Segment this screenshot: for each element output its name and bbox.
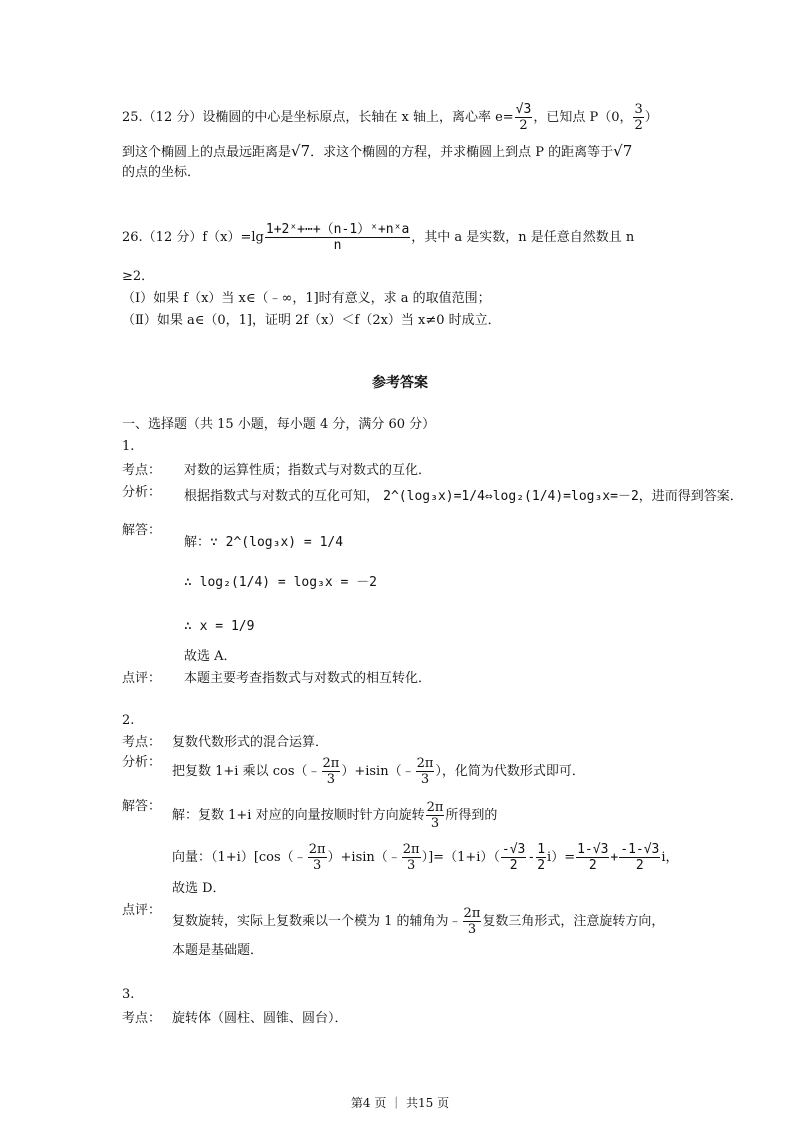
answer-1-jd-label: 解答： — [122, 523, 162, 538]
point-p-denominator: 2 — [634, 118, 643, 133]
q26-line-1: 26.（12 分）f（x）=lg $\frac{\text{1+2ˣ+⋯+（n-1）ˣ+nˣa}}{n}$ ，其中 a 是实数，n 是任意自然数且 n — [122, 222, 635, 253]
answer-1-jd-1: 解：∵ 2^(log₃x) = 1/4 — [184, 535, 344, 550]
answer-2-kd: 复数代数形式的混合运算． — [172, 735, 329, 750]
answer-2-jd-3: 故选 D． — [172, 881, 226, 896]
answer-2-jd-2: 向量：（1+i）[cos（﹣ $\frac{2\pi}{3}$ ）+isin（﹣ $\frac{2\pi}{3}$ ）]=（1+i）（ $\frac{-√3}{2}$ - $\frac{1}{2}$ i）= $\frac{1-√3}{2}$ + $\frac{-1-√3}{2}$ i， — [172, 842, 679, 873]
sqrt-seven-second: √7 — [613, 142, 633, 160]
eccentricity-numerator: √3 — [515, 102, 532, 117]
q26-fraction-numerator: 1+2ˣ+⋯+（n-1）ˣ+nˣa — [265, 222, 410, 237]
answer-2-fx: 把复数 1+i 乘以 cos（﹣ $\frac{2\pi}{3}$ ）+isin（﹣ $\frac{2\pi}{3}$ ），化简为代数形式即可． — [172, 756, 585, 787]
q26-line-2: ≥2． — [122, 269, 155, 284]
answer-1-fx-expression: 2^(log₃x)=1/4⇔log₂(1/4)=log₃x=－2 — [383, 489, 639, 504]
answer-2-dp-2: 本题是基础题． — [172, 943, 264, 958]
answer-3-number: 3. — [122, 987, 135, 1002]
q25-line-3: 的点的坐标． — [122, 165, 201, 180]
section-1-heading: 一、选择题（共 15 小题，每小题 4 分，满分 60 分） — [122, 417, 436, 432]
answer-1-kd: 对数的运算性质；指数式与对数式的互化． — [184, 463, 432, 478]
answer-1-kd-label: 考点： — [122, 463, 162, 478]
answer-1-number: 1. — [122, 439, 135, 454]
answer-2-dp-label: 点评： — [122, 903, 162, 918]
sqrt-seven: √7 — [291, 142, 311, 160]
answer-1-fx-label: 分析： — [122, 485, 162, 500]
answer-2-jd-label: 解答： — [122, 799, 162, 814]
answer-1-fx: 根据指数式与对数式的互化可知， 2^(log₃x)=1/4⇔log₂(1/4)=log₃x=－2，进而得到答案． — [184, 489, 743, 504]
answer-2-number: 2. — [122, 713, 135, 728]
answer-1-jd-2: ∴ log₂(1/4) = log₃x = －2 — [184, 575, 378, 590]
answer-2-fx-label: 分析： — [122, 755, 162, 770]
q26-line-3: （Ⅰ）如果 f（x）当 x∈（﹣∞，1]时有意义，求 a 的取值范围； — [122, 291, 491, 306]
answer-3-kd: 旋转体（圆柱、圆锥、圆台）． — [172, 1011, 348, 1026]
answer-1-dp-label: 点评： — [122, 671, 162, 686]
q25-line-2: 到这个椭圆上的点最远距离是√7．求这个椭圆的方程，并求椭圆上到点 P 的距离等于√7 — [122, 142, 633, 160]
answer-1-dp: 本题主要考查指数式与对数式的相互转化． — [184, 671, 432, 686]
q25-line-1: 25.（12 分）设椭圆的中心是坐标原点，长轴在 x 轴上，离心率 e= $\frac{√3}{2}$ ，已知点 P（0， $\frac{3}{2}$ ） — [122, 102, 658, 133]
answer-1-jd-3: ∴ x = 1/9 — [184, 619, 255, 634]
q26-line-4: （Ⅱ）如果 a∈（0，1]，证明 2f（x）＜f（2x）当 x≠0 时成立． — [122, 313, 501, 328]
answer-2-kd-label: 考点： — [122, 735, 162, 750]
answer-3-kd-label: 考点： — [122, 1011, 162, 1026]
answer-1-jd-4: 故选 A． — [184, 649, 237, 664]
answer-2-dp-1: 复数旋转，实际上复数乘以一个模为 1 的辅角为﹣ $\frac{2\pi}{3}$ 复数三角形式，注意旋转方向， — [172, 906, 665, 937]
answers-title: 参考答案 — [372, 375, 428, 391]
eccentricity-denominator: 2 — [519, 118, 528, 133]
answer-2-jd-1: 解：复数 1+i 对应的向量按顺时针方向旋转 $\frac{2\pi}{3}$ 所得到的 — [172, 800, 498, 831]
page-footer: 第4 页 ｜ 共15 页 — [350, 1096, 450, 1110]
point-p-numerator: 3 — [634, 102, 643, 117]
q26-fraction-denominator: n — [333, 238, 342, 253]
